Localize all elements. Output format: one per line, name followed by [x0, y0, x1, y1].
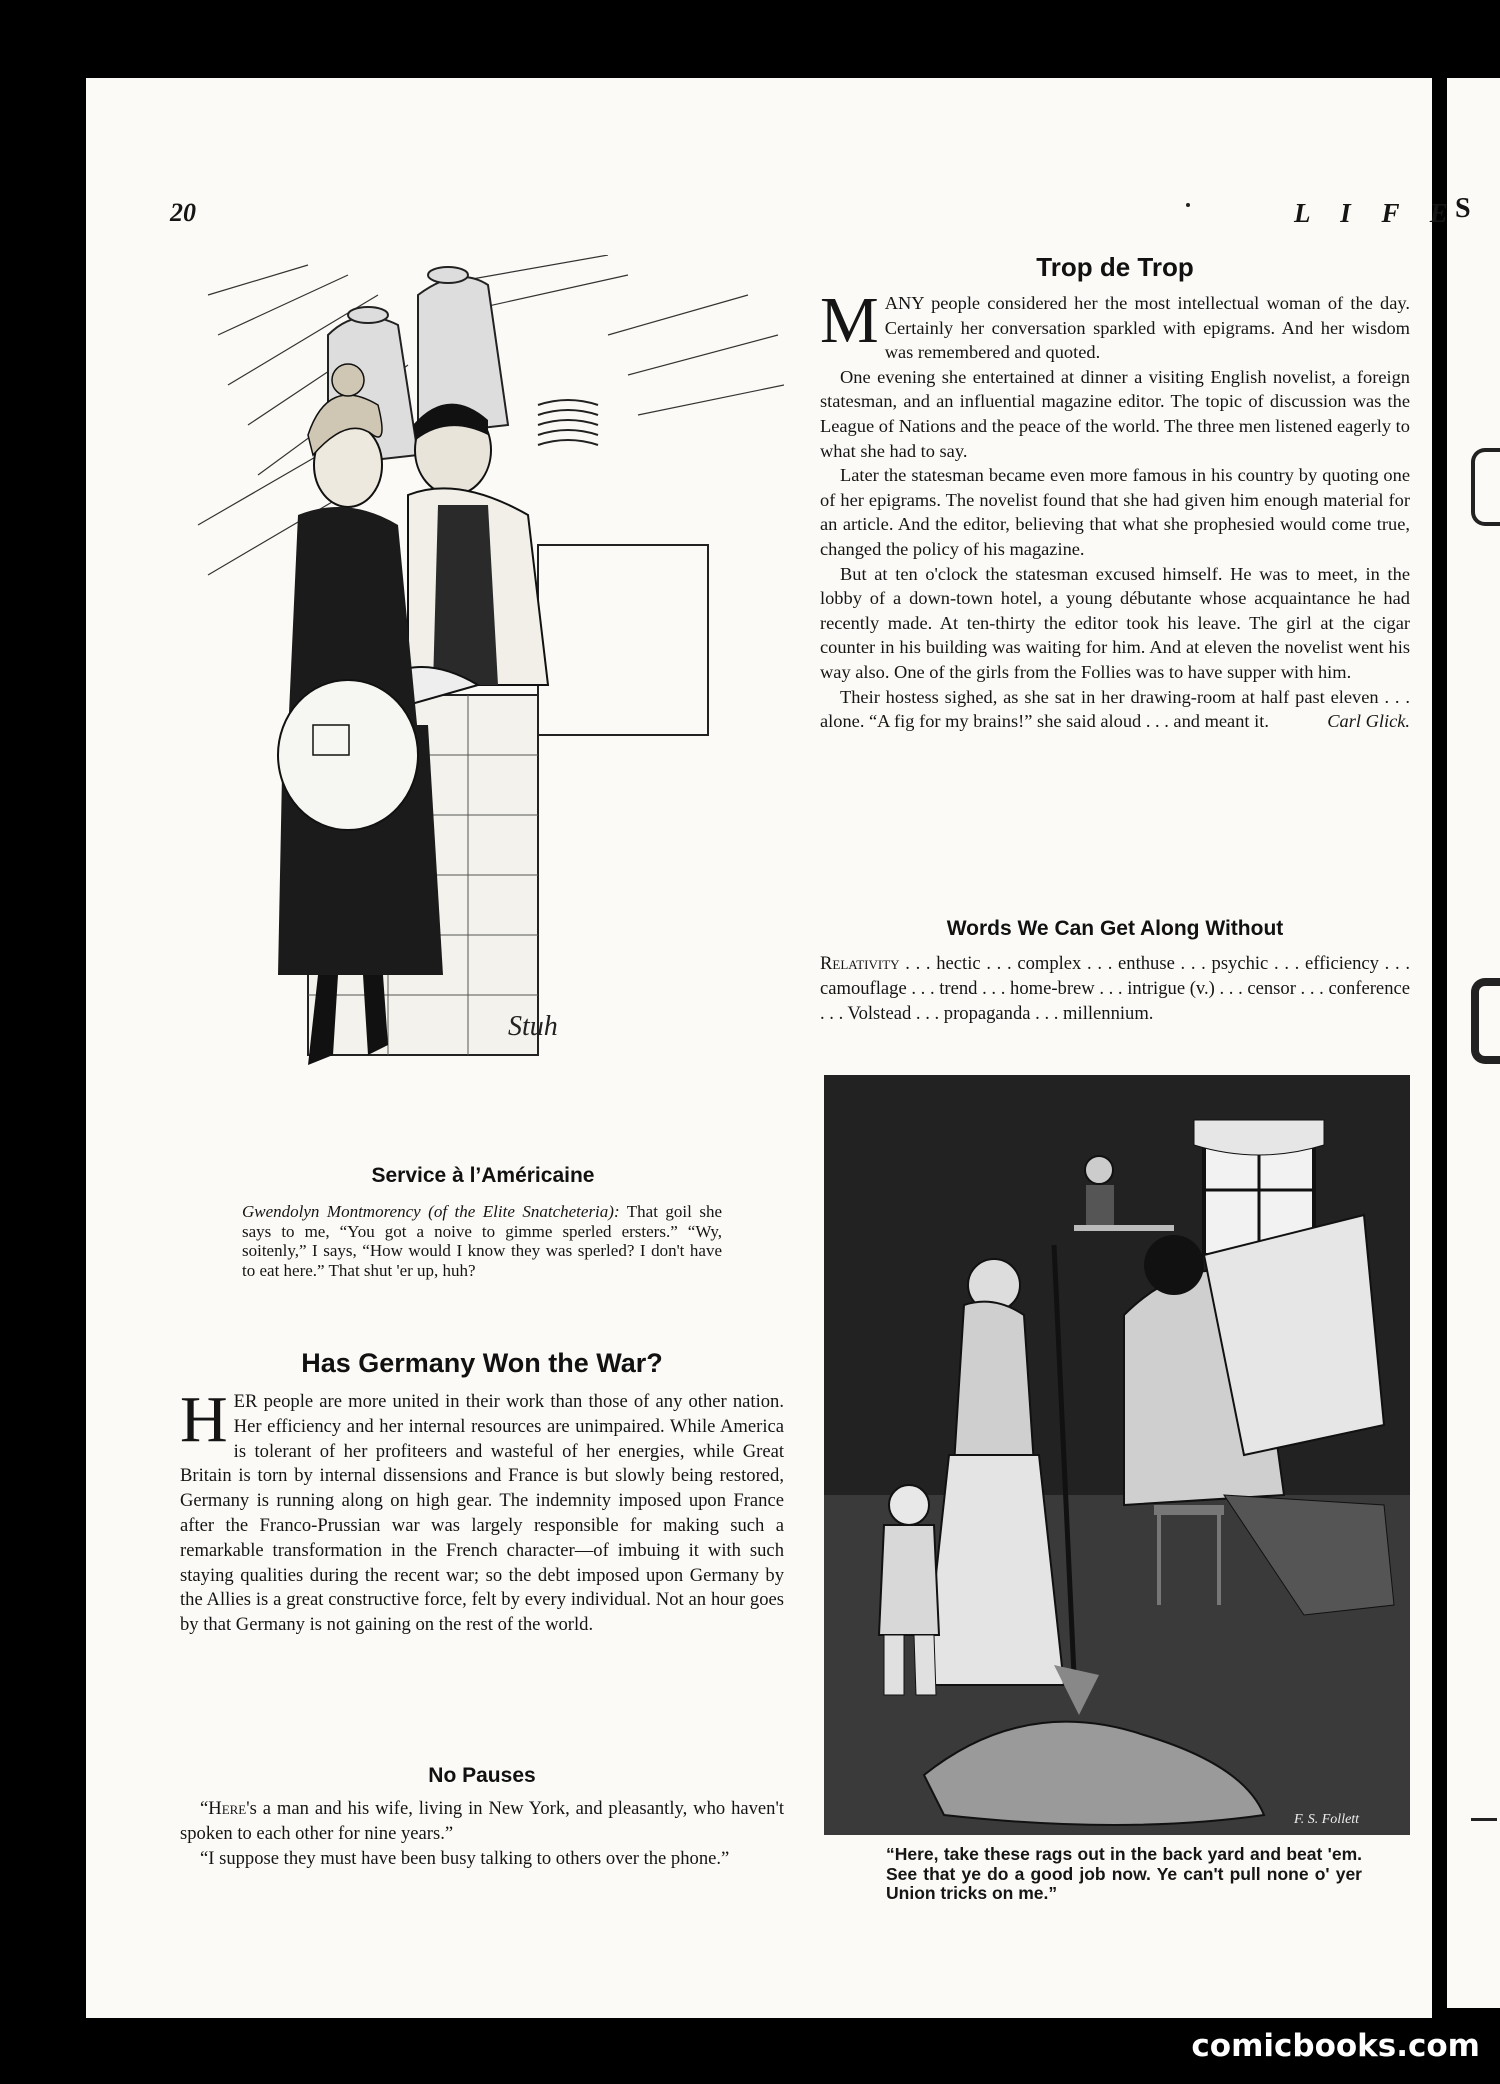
service-caption [242, 1202, 722, 1280]
next-page-illustration-fragment [1471, 978, 1500, 1064]
print-speck [1186, 203, 1190, 207]
words-title: Words We Can Get Along Without [946, 917, 1284, 940]
germany-text: ER people are more united in their work than those of any other nation. Her efficiency and her internal resources are unimpaired. While America is tolerant of her profiteers and wasteful of her energies, while Great Britain is torn by internal dissensions and France is but slowly being restored, Germany is running along on high gear. The indemnity imposed upon France after the Franco-Prussian war was largely responsible for making such a remarkable transformation in the French character—of imbuing it with such staying qualities during the recent war; so the debt imposed upon Germany by the Allies is a great constructive force, felt by every individual. Not an hour goes by that Germany is not gaining on the rest of the world. [180, 1391, 784, 1636]
pauses-article [180, 1797, 784, 1871]
trop-paragraph-1: ANY people considered her the most intellectual woman of the day. Certainly her conversation sparkled with epigrams. And her wisdom was remembered and quoted. [884, 293, 1410, 363]
words-rest: . . . hectic . . . complex . . . enthuse . . . psychic . . . efficiency . . . camouflage . . . trend . . . home-brew . . . intrigue (v.) . . . censor . . . conference . . . Volstead . . . propaganda . . . millennium. [820, 953, 1410, 1024]
germany-article [180, 1383, 784, 1638]
germany-title: Has Germany Won the War? [301, 1348, 663, 1378]
artist-signature: F. S. Follett [1294, 1812, 1360, 1827]
caption-speaker: Gwendolyn Montmorency (of the Elite Snatcheteria): [242, 1202, 620, 1221]
pauses-paragraph-2: “I suppose they must have been busy talking to others over the phone.” [200, 1847, 730, 1869]
trop-title: Trop de Trop [1036, 252, 1194, 282]
next-page-edge [1447, 78, 1500, 2008]
byline: Carl Glick. [1327, 711, 1410, 732]
next-page-illustration-fragment [1471, 1818, 1497, 1841]
words-first: Relativity [820, 953, 900, 974]
quote-open: “ [200, 1798, 209, 1819]
stacked-plates [538, 400, 598, 445]
next-page-letter: S [1455, 193, 1471, 224]
pauses-paragraph-1: 's a man and his wife, living in New York, and pleasantly, who haven't spoken to each other for nine years.” [180, 1798, 784, 1844]
running-head: L I F E [1294, 198, 1460, 228]
pauses-lead: Here [208, 1798, 247, 1819]
dropcap: H [180, 1383, 228, 1456]
trop-paragraph-3: Later the statesman became even more famous in his country by quoting one of her epigrams. The novelist found that she had given him enough material for an article. And the editor, believing that what she prophesied would come true, changed the policy of his magazine. [820, 465, 1410, 559]
pauses-title: No Pauses [428, 1764, 536, 1787]
trop-paragraph-5: Their hostess sighed, as she sat in her drawing-room at half past eleven . . . alone. “A fig for my brains!” she said aloud . . . and meant it. [820, 686, 1410, 732]
window-frame [538, 545, 708, 735]
trop-paragraph-4: But at ten o'clock the statesman excused himself. He was to meet, in the lobby of a down-town hotel, a young débutante whose acquaintance he had recently made. At ten-thirty the editor took his leave. The girl at the cigar counter in his building was waiting for him. And at eleven the novelist went his way also. One of the girls from the Follies was to have supper with him. [820, 563, 1410, 682]
page-number: 20 [170, 198, 196, 227]
service-illustration [188, 255, 784, 1155]
kitchen-illustration [824, 1075, 1410, 1835]
rags-caption: “Here, take these rags out in the back yard and beat 'em. See that ye do a good job now. Ye can't pull none o' yer Union tricks on me.” [886, 1844, 1362, 1903]
artist-signature: Stuh [508, 1011, 558, 1042]
words-list [820, 952, 1410, 1026]
watermark: comicbooks.com [1191, 2028, 1480, 2064]
dropcap: M [820, 284, 879, 357]
service-caption-title: Service à l’Américaine [371, 1164, 595, 1187]
trop-paragraph-2: One evening she entertained at dinner a visiting English novelist, a foreign statesman, and an influential magazine editor. The topic of discussion was the League of Nations and the peace of the world. The three men listened eagerly to what she had to say. [820, 366, 1410, 461]
caption-text: That goil she says to me, “You got a noive to gimme sperled ersters.” “Wy, soitenly,” I says, “How would I know they was sperled? I don't have to eat here.” That shut 'er up, huh? [242, 1202, 722, 1280]
next-page-illustration-fragment [1471, 448, 1500, 526]
trop-article [820, 284, 1410, 734]
